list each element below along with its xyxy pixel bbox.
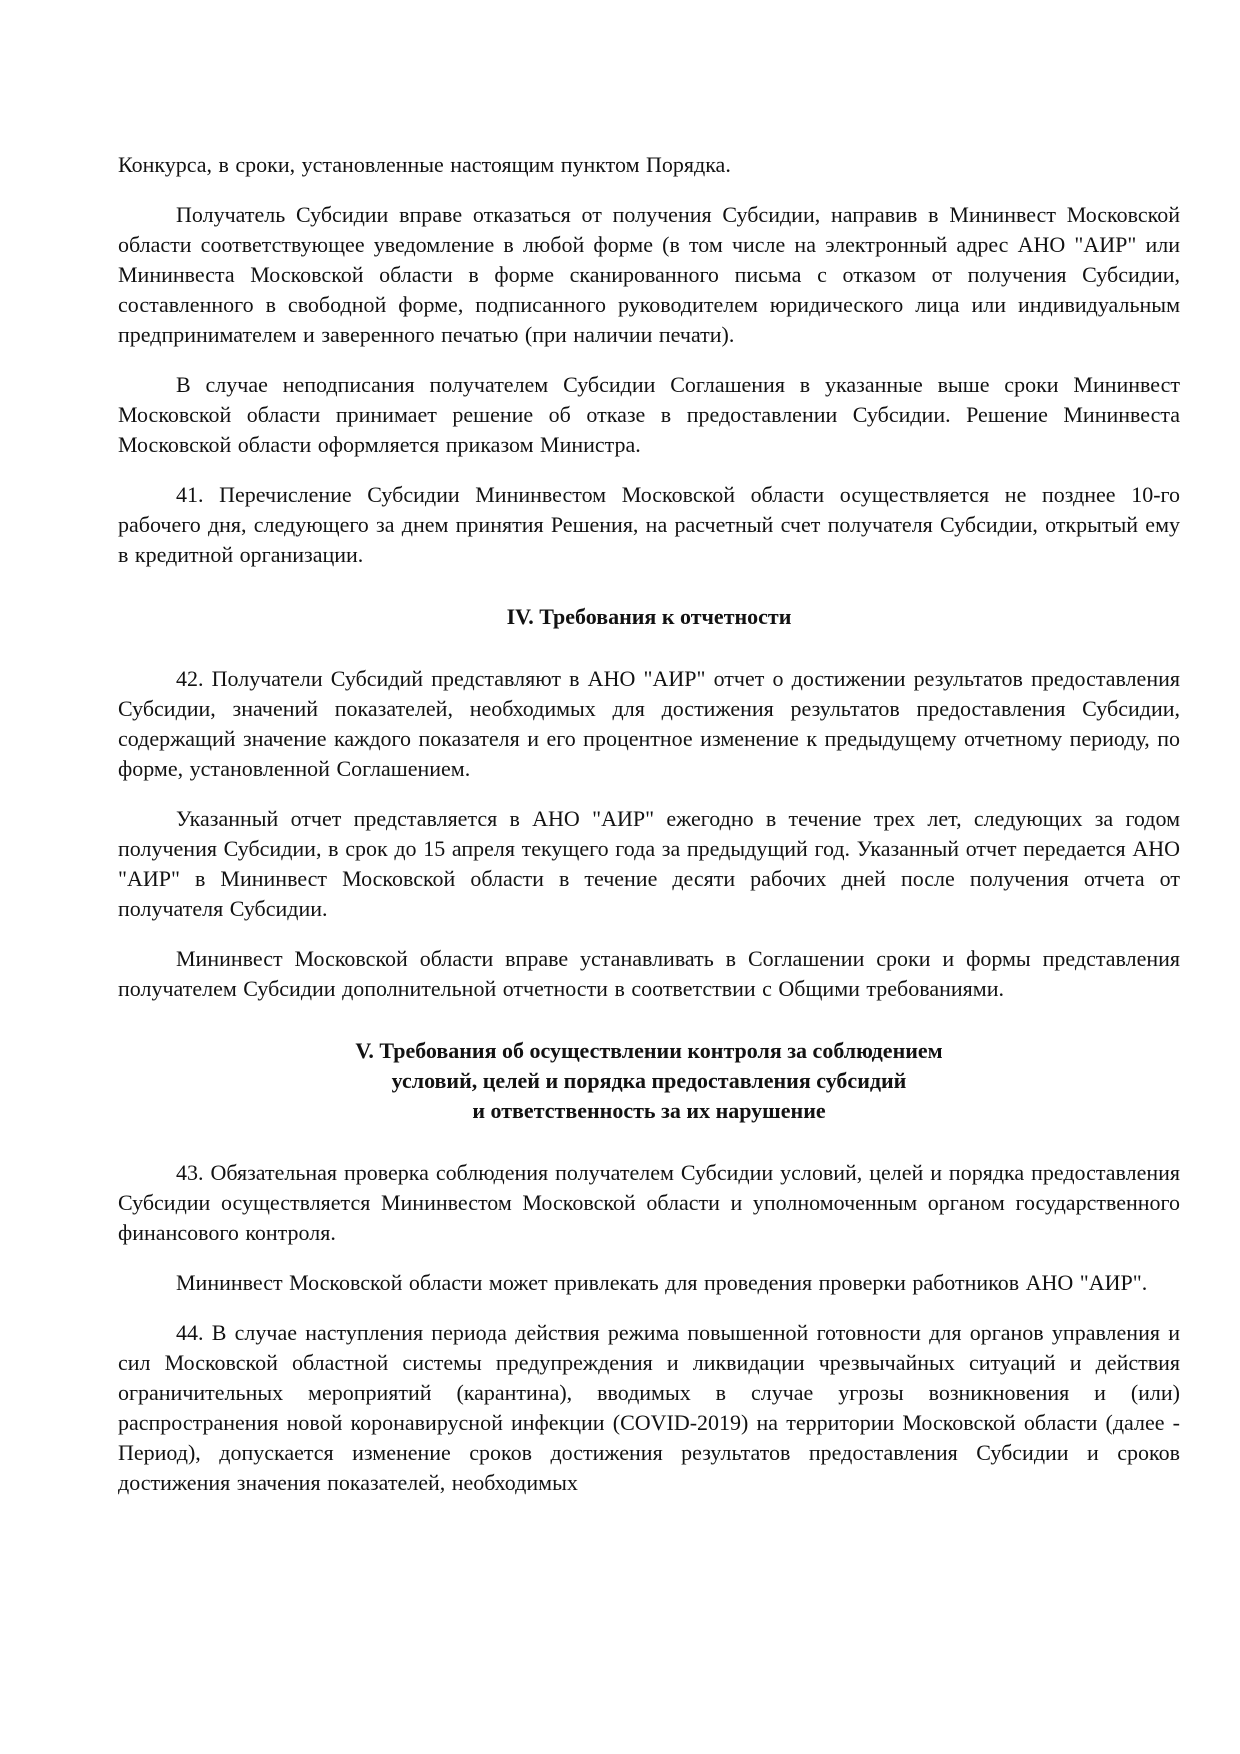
paragraph-44-covid-period: 44. В случае наступления периода действия режима повышенной готовности для органов управления и сил Московской областной системы предупреждения и ликвидации чрезвычайных ситуаций и действия ограничительных мероприятий (карантина), вводимых в случае угрозы возникновения и (или) распространения новой коронавирусной инфекции (COVID-2019) на территории Московской области (далее - Период), допускается изменение сроков достижения результатов предоставления Субсидии и сроков достижения значения показателей, необходимых xyxy=(118,1320,1180,1495)
section-heading-v-line-2: условий, целей и порядка предоставления субсидий xyxy=(391,1068,907,1093)
paragraph-contest-deadline: Конкурса, в сроки, установленные настоящим пунктом Порядка. xyxy=(118,152,731,177)
section-heading-v xyxy=(118,1036,1180,1126)
section-heading-iv: IV. Требования к отчетности xyxy=(506,604,792,629)
paragraph-agreement-not-signed: В случае неподписания получателем Субсидии Соглашения в указанные выше сроки Мининвест Московской области принимает решение об отказе в предоставлении Субсидии. Решение Мининвеста Московской области оформляется приказом Министра. xyxy=(118,372,1180,457)
paragraph-involve-workers: Мининвест Московской области может привлекать для проведения проверки работников АНО "АИР". xyxy=(176,1270,1148,1295)
section-heading-v-line-1: V. Требования об осуществлении контроля за соблюдением xyxy=(355,1038,943,1063)
paragraph-additional-reporting: Мининвест Московской области вправе устанавливать в Соглашении сроки и формы представления получателем Субсидии дополнительной отчетности в соответствии с Общими требованиями. xyxy=(118,946,1180,1001)
paragraph-42-report: 42. Получатели Субсидий представляют в АНО "АИР" отчет о достижении результатов предоставления Субсидии, значений показателей, необходимых для достижения результатов предоставления Субсидии, содержащий значение каждого показателя и его процентное изменение к предыдущему отчетному периоду, по форме, установленной Соглашением. xyxy=(118,666,1180,781)
paragraph-subsidy-refusal: Получатель Субсидии вправе отказаться от получения Субсидии, направив в Мининвест Московской области соответствующее уведомление в любой форме (в том числе на электронный адрес АНО "АИР" или Мининвеста Московской области в форме сканированного письма с отказом от получения Субсидии, составленного в свободной форме, подписанного руководителем юридического лица или индивидуальным предпринимателем и заверенного печатью (при наличии печати). xyxy=(118,202,1180,347)
section-heading-v-line-3: и ответственность за их нарушение xyxy=(472,1098,826,1123)
paragraph-43-mandatory-check: 43. Обязательная проверка соблюдения получателем Субсидии условий, целей и порядка предоставления Субсидии осуществляется Мининвестом Московской области и уполномоченным органом государственного финансового контроля. xyxy=(118,1160,1180,1245)
paragraph-41-transfer: 41. Перечисление Субсидии Мининвестом Московской области осуществляется не позднее 10-го рабочего дня, следующего за днем принятия Решения, на расчетный счет получателя Субсидии, открытый ему в кредитной организации. xyxy=(118,482,1180,567)
document-page xyxy=(118,150,1180,1518)
paragraph-report-schedule: Указанный отчет представляется в АНО "АИР" ежегодно в течение трех лет, следующих за годом получения Субсидии, в срок до 15 апреля текущего года за предыдущий год. Указанный отчет передается АНО "АИР" в Мининвест Московской области в течение десяти рабочих дней после получения отчета от получателя Субсидии. xyxy=(118,806,1180,921)
